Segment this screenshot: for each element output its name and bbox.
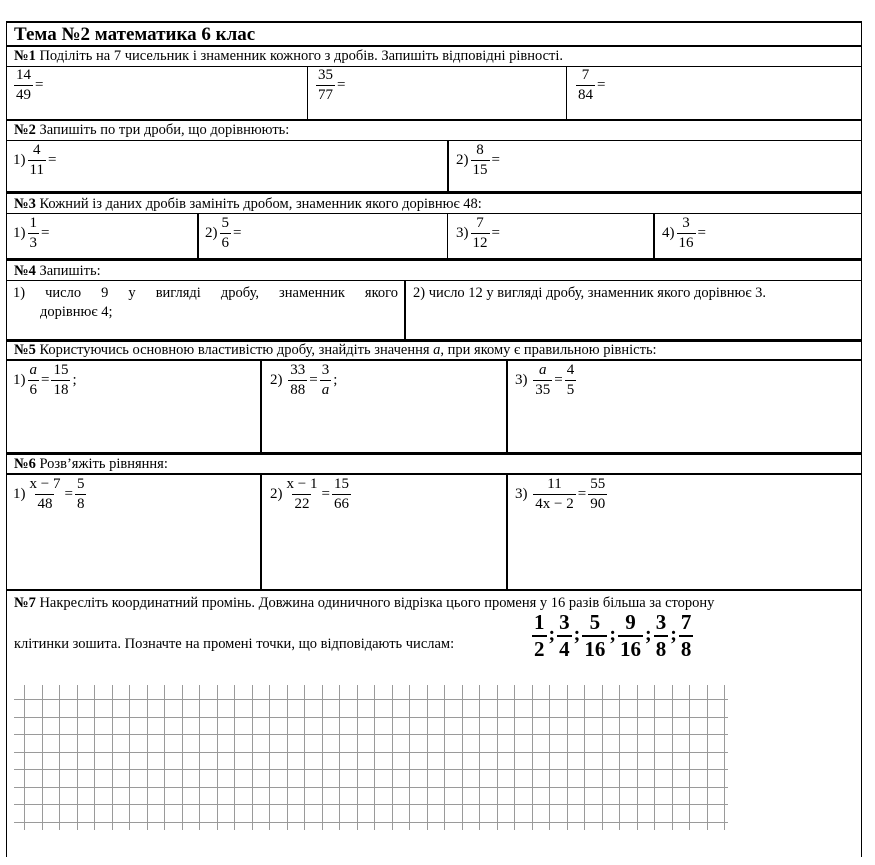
rule — [6, 589, 861, 591]
grid-line-vertical — [654, 685, 655, 830]
task-6-item: 3) $\frac{11}{4x - 2}$ = $\frac{55}{90}$ — [515, 476, 606, 512]
cell-divider — [307, 66, 308, 119]
task-6-item: 1) $\frac{x - 7}{48}$ = $\frac{5}{8}$ — [13, 476, 85, 512]
grid-line-vertical — [427, 685, 428, 830]
task-4-item-1: 1) число 9 у вигляді дробу, знаменник якого — [13, 285, 398, 301]
grid-line-vertical — [234, 685, 235, 830]
grid-line-vertical — [532, 685, 533, 830]
grid-line-vertical — [339, 685, 340, 830]
grid-line-horizontal — [14, 752, 728, 753]
rule — [6, 140, 861, 141]
grid-line-horizontal — [14, 769, 728, 770]
task-5-item: 1) $\frac{a}{6}$ = $\frac{15}{18}$ ; — [13, 362, 77, 398]
task-3-item: 2) $\frac{5}{6}$ = — [205, 215, 242, 251]
grid-line-vertical — [24, 685, 25, 830]
grid-line-vertical — [112, 685, 113, 830]
grid-line-vertical — [182, 685, 183, 830]
rule — [6, 21, 861, 23]
grid-line-vertical — [304, 685, 305, 830]
task-5-item: 3) $\frac{a}{35}$ = $\frac{4}{5}$ — [515, 362, 575, 398]
grid-line-vertical — [514, 685, 515, 830]
cell-divider — [447, 140, 449, 191]
rule — [6, 66, 861, 67]
grid-line-horizontal — [14, 734, 728, 735]
grid-line-vertical — [287, 685, 288, 830]
grid-line-vertical — [374, 685, 375, 830]
grid-line-vertical — [637, 685, 638, 830]
rule — [6, 359, 861, 361]
grid-line-vertical — [199, 685, 200, 830]
grid-line-vertical — [707, 685, 708, 830]
grid-line-vertical — [689, 685, 690, 830]
rule — [6, 452, 861, 455]
rule — [6, 119, 861, 121]
task-3-item: 1) $\frac{1}{3}$ = — [13, 215, 50, 251]
grid-line-vertical — [584, 685, 585, 830]
task-5-caption: №5 Користуючись основною властивістю дробу, знайдіть значення a, при якому є правильною рівність: — [14, 342, 657, 358]
task-4-caption: №4 Запишіть: — [14, 263, 101, 279]
cell-divider — [197, 213, 199, 258]
rule — [6, 473, 861, 475]
grid-line-vertical — [409, 685, 410, 830]
cell-divider — [447, 213, 448, 258]
task-5-item: 2) $\frac{33}{88}$ = $\frac{3}{a}$ ; — [270, 362, 338, 398]
cell-divider — [506, 473, 508, 589]
task-1-item: $\frac{35}{77}$ = — [318, 67, 346, 103]
cell-divider — [506, 359, 508, 452]
grid-line-vertical — [567, 685, 568, 830]
cell-divider — [260, 473, 262, 589]
grid-line-vertical — [444, 685, 445, 830]
rule — [6, 213, 861, 214]
task-1-caption: №1 Поділіть на 7 чисельник і знаменник кожного з дробів. Запишіть відповідні рівності. — [14, 48, 564, 64]
task-6-item: 2) $\frac{x - 1}{22}$ = $\frac{15}{66}$ — [270, 476, 349, 512]
grid-line-vertical — [77, 685, 78, 830]
grid-line-vertical — [94, 685, 95, 830]
grid-line-vertical — [357, 685, 358, 830]
task-1-item: $\frac{14}{49}$ = — [16, 67, 44, 103]
grid-line-vertical — [619, 685, 620, 830]
grid-line-vertical — [724, 685, 725, 830]
task-2-item: 1) $\frac{4}{11}$ = — [13, 142, 57, 178]
grid-line-vertical — [164, 685, 165, 830]
task-2-caption: №2 Запишіть по три дроби, що дорівнюють: — [14, 122, 290, 138]
cell-divider — [566, 66, 567, 119]
task-6-caption: №6 Розв’яжіть рівняння: — [14, 456, 168, 472]
cell-divider — [404, 280, 406, 339]
task-2-item: 2) $\frac{8}{15}$ = — [456, 142, 500, 178]
task-3-caption: №3 Кожний із даних дробів замініть дробом, знаменник якого дорівнює 48: — [14, 196, 482, 212]
task-3-item: 4) $\frac{3}{16}$ = — [662, 215, 706, 251]
grid-line-vertical — [462, 685, 463, 830]
cell-divider — [260, 359, 262, 452]
grid-line-horizontal — [14, 717, 728, 718]
grid-line-vertical — [252, 685, 253, 830]
grid-line-vertical — [549, 685, 550, 830]
grid-line-horizontal — [14, 804, 728, 805]
task-7-fractions: $\frac{1}{2}$ ; $\frac{3}{4}$ ; $\frac{5}{16}$ ; $\frac{9}{16}$ ; $\frac{3}{8}$ ; $\frac{7}{8}$ — [534, 610, 692, 661]
task-3-item: 3) $\frac{7}{12}$ = — [456, 215, 500, 251]
grid-line-vertical — [322, 685, 323, 830]
grid-line-vertical — [602, 685, 603, 830]
notebook-grid — [14, 685, 728, 830]
grid-line-vertical — [479, 685, 480, 830]
rule — [6, 280, 861, 281]
grid-line-vertical — [392, 685, 393, 830]
grid-line-horizontal — [14, 699, 728, 700]
grid-line-vertical — [59, 685, 60, 830]
grid-line-vertical — [672, 685, 673, 830]
worksheet-title: Тема №2 математика 6 клас — [14, 24, 256, 45]
grid-line-vertical — [497, 685, 498, 830]
grid-line-horizontal — [14, 787, 728, 788]
rule — [6, 191, 861, 194]
rule — [6, 258, 861, 261]
grid-line-vertical — [129, 685, 130, 830]
grid-line-vertical — [269, 685, 270, 830]
task-4-item-1-cont: дорівнює 4; — [40, 304, 113, 320]
grid-line-vertical — [42, 685, 43, 830]
task-1-item: $\frac{7}{84}$ = — [578, 67, 606, 103]
task-4-item-2: 2) число 12 у вигляді дробу, знаменник якого дорівнює 3. — [413, 285, 767, 301]
grid-line-vertical — [147, 685, 148, 830]
cell-divider — [653, 213, 655, 258]
grid-line-vertical — [217, 685, 218, 830]
task-7-caption-line-2: клітинки зошита. Позначте на промені точки, що відповідають числам: — [14, 636, 455, 652]
grid-line-horizontal — [14, 822, 728, 823]
task-7-caption: №7 Накресліть координатний промінь. Довжина одиничного відрізка цього променя у 16 разів більша за сторону — [14, 595, 715, 611]
